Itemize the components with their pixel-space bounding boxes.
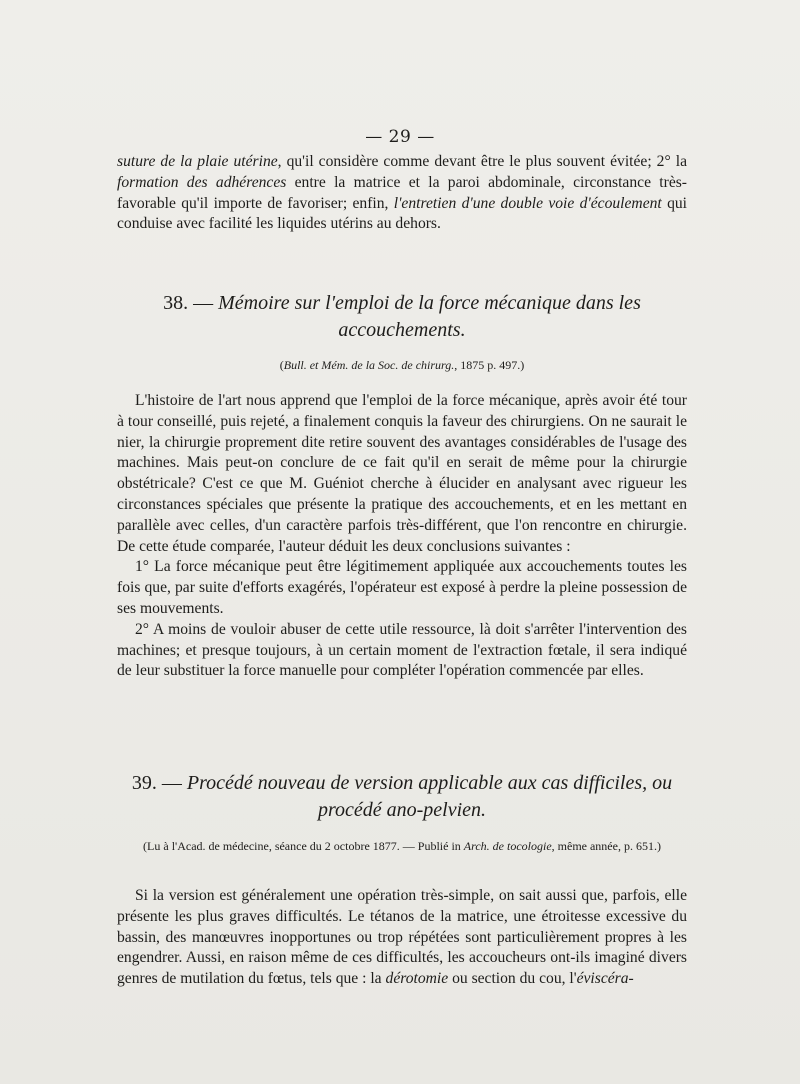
section-title: Procédé nouveau de version applicable aux cas difficiles, ou procédé ano-pelvien. (181, 772, 673, 821)
journal-title: Arch. de tocologie (463, 839, 552, 853)
emphasis: dérotomie (385, 970, 449, 988)
paragraph: 2° A moins de vouloir abuser de cette utile ressource, là doit s'arrêter l'intervention des machines; et presque toujours, à un certain moment de l'extraction fœtale, il sera indiqué de leur substituer la force manuelle pour compléter l'opération commencée par elles. (117, 620, 687, 680)
section-title: Mémoire sur l'emploi de la force mécanique dans les accouchements. (213, 292, 641, 341)
section-39-body (117, 886, 687, 990)
text-run: Si la version est généralement une opération très-simple, on sait aussi que, parfois, elle présente les plus graves difficultés. Le tétanos de la matrice, une étroitesse excessive du bassin, des manœuvres inopportunes ou trop répétées sont particulièrement propres à les engendrer. Aussi, en raison même de ces difficultés, les accoucheurs ont-ils imaginé divers genres de mutilation du fœtus, tels que : la (117, 887, 687, 988)
section-38-heading (117, 290, 687, 344)
section-38-source (117, 357, 687, 374)
text-run: , 1875 p. 497.) (454, 358, 525, 372)
text-run: , même année, p. 651.) (551, 839, 661, 853)
page-number: — 29 — (365, 127, 435, 147)
emphasis: formation des adhérences (117, 173, 287, 191)
section-38-body (117, 391, 687, 682)
text-run: ou section du cou, l' (448, 970, 577, 988)
emphasis: suture de la plaie utérine (117, 153, 278, 170)
text-run: (Lu à l'Acad. de médecine, séance du 2 octobre 1877. — Publié in (143, 839, 464, 853)
paragraph: L'histoire de l'art nous apprend que l'emploi de la force mécanique, après avoir été tour à tour conseillé, puis rejeté, a finalement conquis la faveur des chirurgiens. On ne saurait le nier, la chirurgie proprement dite retire souvent des avantages considérables de l'usage des machines. Mais peut-on conclure de ce fait qu'il en serait de même pour la chirurgie obstétricale? C'est ce que M. Guéniot cherche à élucider en analysant avec rigueur les circonstances spéciales que présente la pratique des accouchements, et en les mettant en parallèle avec celles, d'un caractère parfois très-différent, que l'on rencontre en chirurgie. De cette étude comparée, l'auteur déduit les deux conclusions suivantes : (117, 392, 687, 555)
section-number: 39. — (131, 772, 182, 794)
section-39-heading (117, 770, 687, 824)
text-run: ( (279, 358, 284, 372)
emphasis: l'entretien d'une double voie d'écoulement (393, 194, 662, 212)
emphasis: éviscéra- (576, 970, 634, 988)
text-run: , qu'il considère comme devant être le plus souvent évitée; 2° la (277, 153, 687, 170)
section-number: 38. — (163, 292, 214, 314)
paragraph (117, 886, 687, 990)
paragraph: 1° La force mécanique peut être légitimement appliquée aux accouchements toutes les fois que, par suite d'efforts exagérés, l'opérateur est exposé à perdre la pleine possession de ses mouvements. (117, 558, 687, 617)
journal-title: Bull. et Mém. de la Soc. de chirurg. (283, 358, 455, 372)
continuation-paragraph (117, 152, 687, 235)
text-run: entre la matrice et la paroi abdominale, circonstance très-favorable qu'il importe de favoriser; enfin, (117, 173, 687, 212)
section-39-source (117, 838, 687, 855)
text-run: qui conduise avec facilité les liquides utérins au dehors. (117, 194, 687, 233)
